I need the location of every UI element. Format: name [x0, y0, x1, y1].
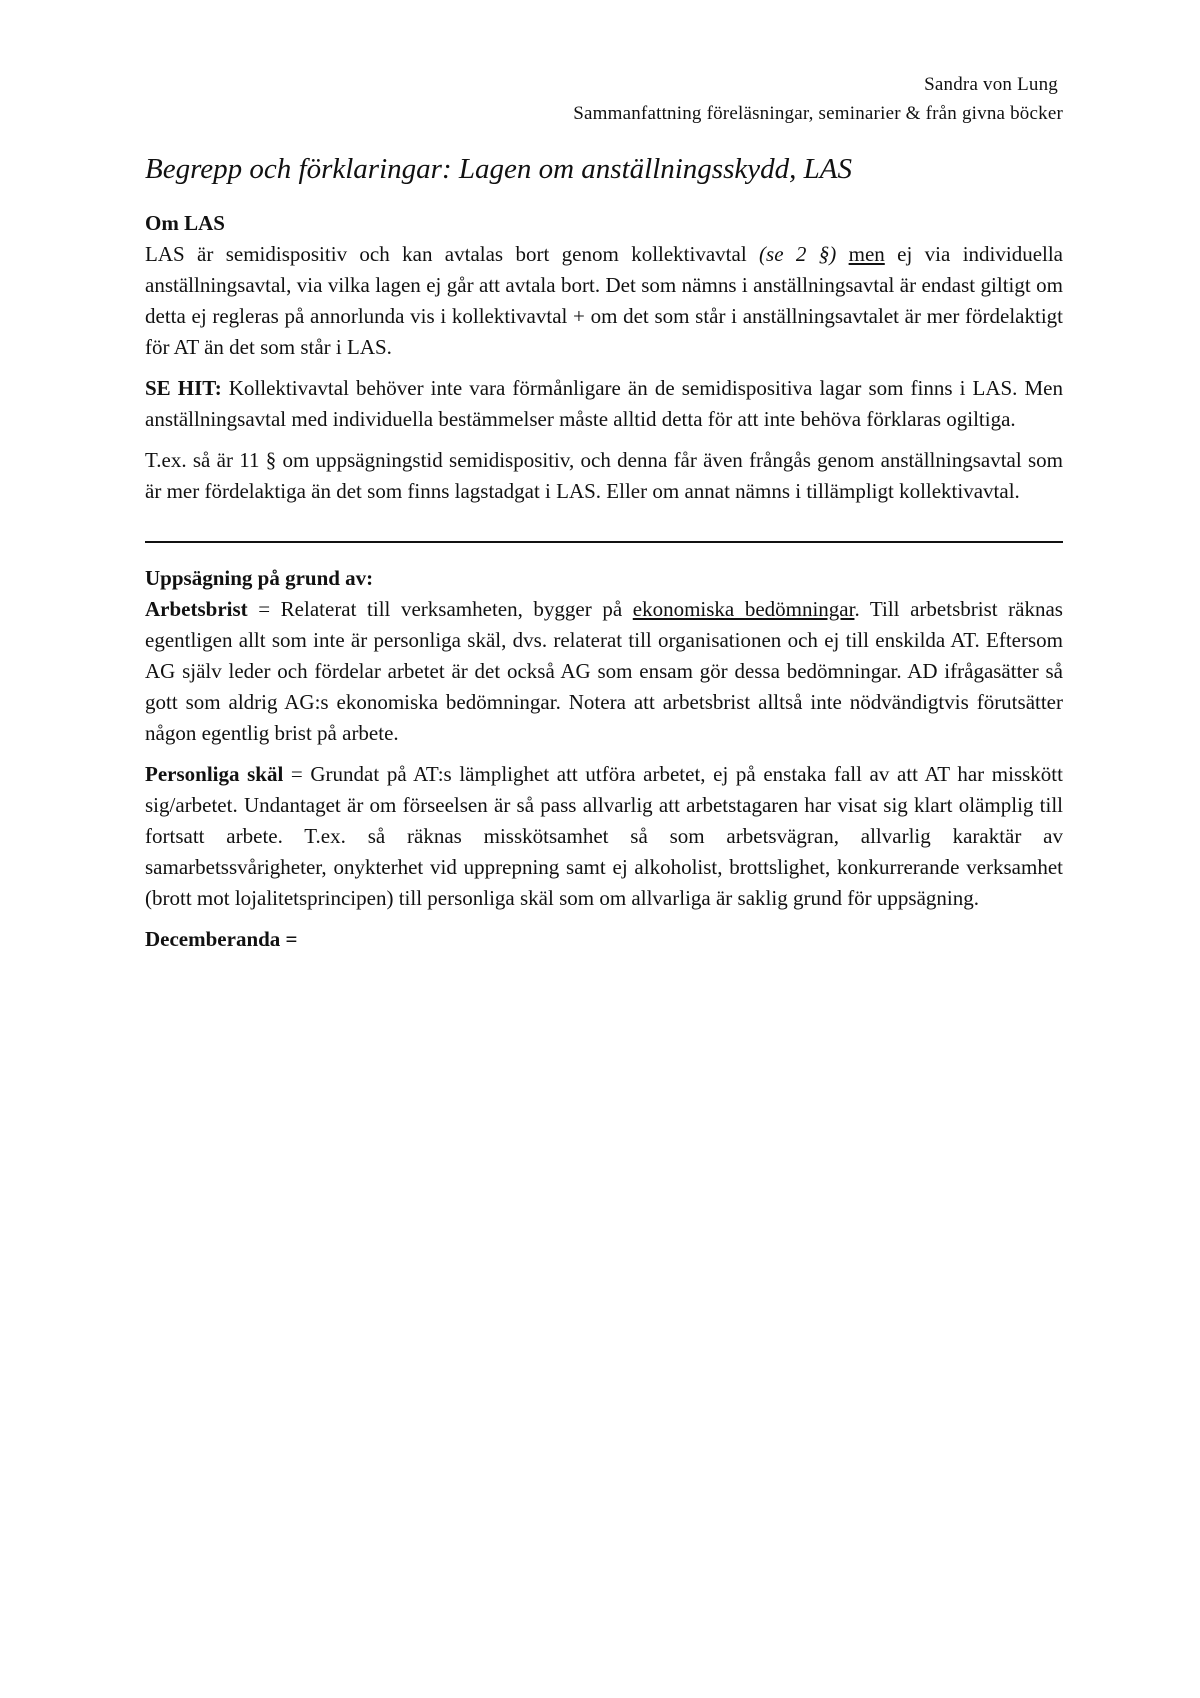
- section-heading-om-las: Om LAS: [145, 211, 225, 235]
- text-span: Kollektivavtal behöver inte vara förmånligare än de semidispositiva lagar som finns i LAS. Men anställningsavtal med individuella bestämmelser måste alltid detta för att inte behöva förklaras ogiltiga.: [145, 376, 1063, 431]
- horizontal-divider: [145, 541, 1063, 543]
- paragraph-arbetsbrist: [145, 594, 1063, 749]
- document-body: [145, 208, 1063, 955]
- text-span: = Grundat på AT:s lämplighet att utföra arbetet, ej på enstaka fall av att AT har misskött sig/arbetet. Undantaget är om förseelsen är så pass allvarlig att arbetstagaren har visat sig klart olämplig till fortsatt arbete. T.ex. så räknas misskötsamhet så som arbetsvägran, allvarlig karaktär av samarbetssvårigheter, onykterhet vid upprepning samt ej alkoholist, brottslighet, konkurrerande verksamhet (brott mot lojalitetsprincipen) till personliga skäl som om allvarliga är saklig grund för uppsägning.: [145, 762, 1063, 910]
- paragraph-om-las-1: [145, 239, 1063, 363]
- paragraph-se-hit: [145, 373, 1063, 435]
- underlined-phrase: ekonomiska bedömningar: [632, 597, 855, 621]
- header-author: Sandra von Lung: [924, 74, 1058, 95]
- text-span: ej via individuella anställningsavtal, via vilka lagen ej går att avtala bort. Det som nämns i anställningsavtal är endast giltigt om detta ej regleras på annorlunda vis i kollektivavtal + om det som står i anställningsavtalet är mer fördelaktigt för AT än det som står i LAS.: [145, 242, 1064, 359]
- text-span: LAS är semidispositiv och kan avtalas bort genom kollektivavtal: [145, 242, 760, 266]
- text-span: . Till arbetsbrist räknas egentligen allt som inte är personliga skäl, dvs. relaterat till organisationen och ej till enskilda AT. Eftersom AG själv leder och fördelar arbetet är det också AG som ensam gör dessa bedömningar. AD ifrågasätter så gott som aldrig AG:s ekonomiska bedömningar. Notera att arbetsbrist alltså inte nödvändigtvis förutsätter någon egentlig brist på arbete.: [145, 597, 1063, 745]
- page-header: [573, 70, 1063, 128]
- se-hit-label: SE HIT:: [145, 376, 222, 400]
- document-title: Begrepp och förklaringar: Lagen om anställningsskydd, LAS: [145, 153, 852, 185]
- section-heading-uppsagning: Uppsägning på grund av:: [145, 566, 374, 590]
- underlined-word: men: [848, 242, 885, 266]
- text-span: = Relaterat till verksamheten, bygger på: [247, 597, 633, 621]
- decemberanda-label: Decemberanda =: [145, 927, 298, 951]
- personliga-skal-label: Personliga skäl: [145, 762, 284, 786]
- paragraph-example: T.ex. så är 11 § om uppsägningstid semidispositiv, och denna får även frångås genom anställningsavtal som är mer fördelaktiga än det som finns lagstadgat i LAS. Eller om annat nämns i tillämpligt kollektivavtal.: [145, 448, 1063, 503]
- paragraph-personliga-skal: [145, 759, 1063, 914]
- arbetsbrist-label: Arbetsbrist: [145, 597, 248, 621]
- text-span: [836, 242, 848, 266]
- header-subtitle: Sammanfattning föreläsningar, seminarier & från givna böcker: [573, 103, 1063, 124]
- document-page: [145, 0, 1063, 1698]
- legal-reference: (se 2 §): [759, 242, 837, 266]
